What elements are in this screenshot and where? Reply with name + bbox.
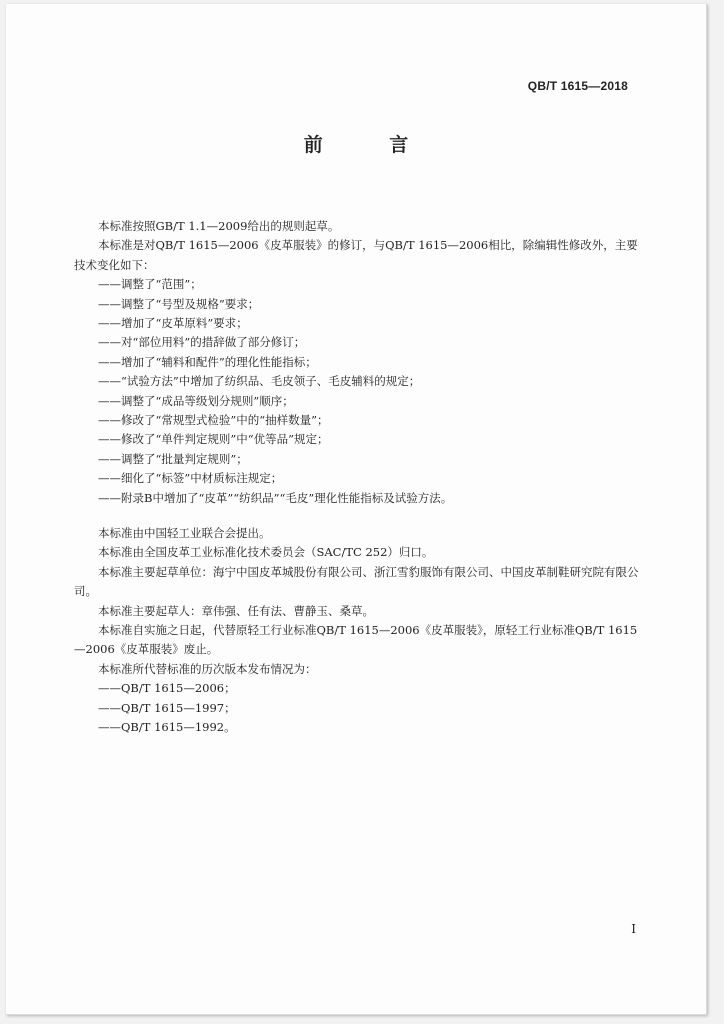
- change-item: ——调整了“批量判定规则”；: [98, 451, 248, 466]
- change-item: ——附录B中增加了“皮革”“纺织品”“毛皮”理化性能指标及试验方法。: [98, 490, 453, 505]
- document-page: [6, 4, 707, 1015]
- committee-paragraph: 本标准由全国皮革工业标准化技术委员会（SAC/TC 252）归口。: [98, 545, 434, 560]
- history-item: ——QB/T 1615—1992。: [98, 720, 236, 735]
- page-title: 前 言: [303, 134, 439, 156]
- change-item: ——对“部位用料”的措辞做了部分修订；: [98, 335, 306, 350]
- changes-section: [74, 217, 640, 508]
- drafters-paragraph: 本标准主要起草人：章伟强、任有法、曹静玉、桑草。: [98, 603, 374, 618]
- drafting-units-paragraph: 本标准主要起草单位：海宁中国皮革城股份有限公司、浙江雪豹服饰有限公司、中国皮革制鞋研究院有限公司。: [74, 564, 639, 599]
- change-item: ——调整了“范围”；: [98, 277, 202, 292]
- change-item: ——修改了“单件判定规则”中“优等品”规定；: [98, 432, 329, 447]
- history-item: ——QB/T 1615—2006；: [98, 681, 236, 696]
- change-item: ——调整了“号型及规格”要求；: [98, 296, 260, 311]
- drafting-rule-paragraph: 本标准按照GB/T 1.1—2009给出的规则起草。: [98, 219, 340, 233]
- history-item: ——QB/T 1615—1997；: [98, 700, 236, 715]
- change-item: ——调整了“成品等级划分规则”顺序；: [98, 393, 294, 408]
- proposer-paragraph: 本标准由中国轻工业联合会提出。: [98, 526, 271, 540]
- change-item: ——增加了“辅料和配件”的理化性能指标；: [98, 354, 317, 369]
- replacement-paragraph: 本标准自实施之日起，代替原轻工行业标准QB/T 1615—2006《皮革服装》，原轻工行业标准QB/T 1615—2006《皮革服装》废止。: [74, 623, 638, 657]
- document-code: QB/T 1615—2018: [527, 79, 628, 93]
- history-intro-paragraph: 本标准所代替标准的历次版本发布情况为：: [98, 661, 317, 676]
- revision-paragraph: 本标准是对QB/T 1615—2006《皮革服装》的修订，与QB/T 1615—2006相比，除编辑性修改外，主要技术变化如下：: [74, 238, 638, 272]
- change-item: ——细化了“标签”中材质标注规定；: [98, 471, 283, 486]
- change-item: ——“试验方法”中增加了纺织品、毛皮领子、毛皮辅料的规定；: [98, 374, 421, 389]
- info-section: [74, 524, 640, 737]
- change-item: ——修改了“常规型式检验”中的“抽样数量”；: [98, 413, 329, 428]
- change-item: ——增加了“皮革原料”要求；: [98, 316, 248, 331]
- page-number: I: [631, 922, 636, 936]
